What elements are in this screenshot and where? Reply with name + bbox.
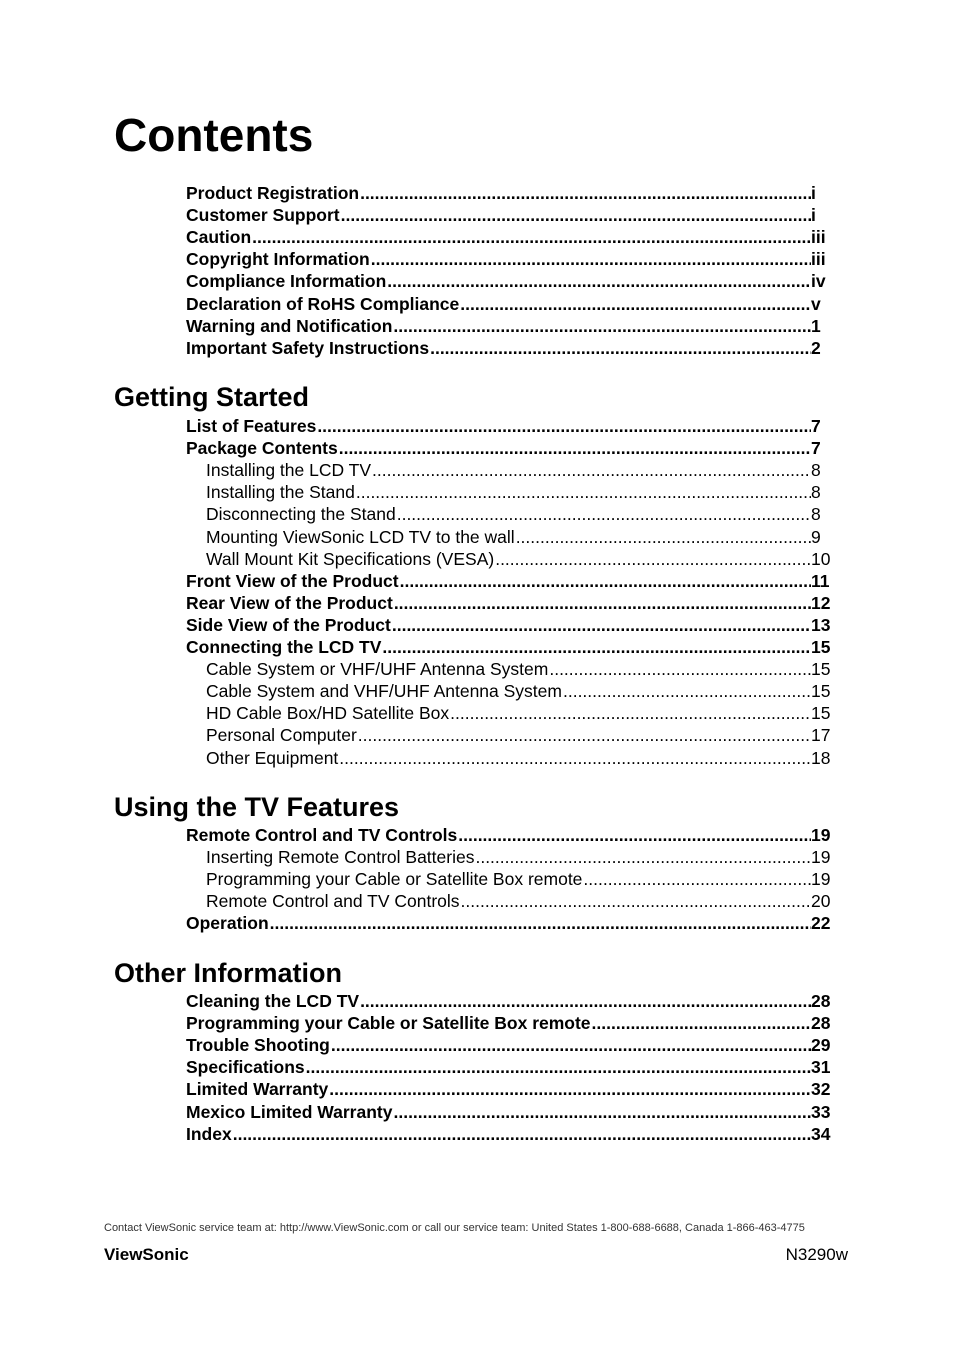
toc-entry-page: 17 [811,725,831,746]
toc-dot-leader [457,824,811,846]
toc-entry-page: 7 [811,416,821,436]
toc-dot-leader [393,592,811,614]
toc-entry-page: iv [811,271,826,292]
toc-entry-page: 8 [811,460,821,481]
toc-entry-label: Specifications [186,1057,305,1078]
toc-entry[interactable] [186,636,831,658]
toc-entry-page: v [811,293,821,314]
toc-entry-label: Trouble Shooting [186,1035,330,1056]
toc-entry[interactable] [186,1078,831,1100]
section-title: Using the TV Features [114,792,400,822]
toc-dot-leader [370,248,811,270]
toc-entry-page: 31 [811,1057,831,1078]
toc-entry[interactable] [186,204,831,226]
toc-dot-leader [328,1078,811,1100]
toc-entry-page: 28 [811,991,831,1011]
toc-dot-leader [459,293,811,315]
toc-entry-label: Installing the Stand [206,482,355,503]
toc-entry-page: 29 [811,1035,831,1056]
toc-entry-page: 15 [811,703,831,724]
toc-dot-leader [429,337,811,359]
toc-entry[interactable] [186,1012,831,1034]
toc-entry-label: HD Cable Box/HD Satellite Box [206,703,450,724]
toc-entry-page: 12 [811,592,831,613]
toc-entry-label: Cable System and VHF/UHF Antenna System [206,681,562,702]
toc-entry-label: Programming your Cable or Satellite Box remote [186,1013,591,1034]
toc-entry-page: 34 [811,1123,831,1144]
toc-entry-page: 9 [811,526,821,547]
toc-entry-label: Copyright Information [186,249,370,270]
section-title: Other Information [114,958,342,988]
toc-entry[interactable] [186,1056,831,1078]
toc-entry-label: List of Features [186,416,317,436]
toc-entry-page: 19 [811,847,831,868]
toc-entry-label: Rear View of the Product [186,592,393,613]
toc-entry-page: i [811,205,816,226]
toc-entry-label: Connecting the LCD TV [186,637,382,657]
toc-entry-page: 8 [811,482,821,503]
toc-entry[interactable] [206,868,831,890]
toc-entry-label: Side View of the Product [186,614,391,635]
toc-entry-page: 18 [811,747,831,768]
toc-entry[interactable] [186,824,831,846]
toc-entry-page: 15 [811,659,831,680]
toc-dot-leader [355,481,811,503]
toc-entry-label: Personal Computer [206,725,357,746]
toc-entry[interactable] [206,548,831,570]
toc-dot-leader [392,1101,811,1123]
toc-dot-leader [316,415,811,437]
toc-entry[interactable] [206,890,831,912]
toc-dot-leader [381,636,811,658]
toc-dot-leader [232,1123,811,1145]
toc-entry-label: Cable System or VHF/UHF Antenna System [206,659,549,680]
toc-dot-leader [305,1056,811,1078]
toc-dot-leader [399,570,811,592]
toc-entry[interactable] [186,315,831,337]
footer-model: N3290w [785,1245,848,1264]
toc-entry-page: 8 [811,504,821,525]
toc-dot-leader [338,437,811,459]
toc-entry-label: Front View of the Product [186,570,399,591]
toc-dot-leader [338,747,811,769]
footer-brand: ViewSonic [104,1245,189,1264]
page-title: Contents [114,109,314,161]
toc-entry-page: 28 [811,1013,831,1034]
toc-entry-page: 1 [811,315,821,336]
toc-entry-label: Mexico Limited Warranty [186,1101,393,1122]
toc-entry[interactable] [206,680,831,702]
toc-entry[interactable] [186,1101,831,1123]
toc-entry[interactable] [186,990,831,1012]
toc-entry[interactable] [186,226,831,248]
toc-entry[interactable] [186,1034,831,1056]
toc-entry-label: Remote Control and TV Controls [186,825,458,845]
toc-dot-leader [359,182,811,204]
toc-entry[interactable] [186,293,831,315]
toc-entry-page: 2 [811,337,821,358]
toc-entry-label: Warning and Notification [186,315,393,336]
toc-entry-page: 19 [811,825,831,845]
toc-entry-label: Inserting Remote Control Batteries [206,847,475,868]
toc-entry-label: Wall Mount Kit Specifications (VESA) [206,548,495,569]
toc-entry-label: Other Equipment [206,747,339,768]
toc-entry-label: Customer Support [186,205,340,226]
toc-entry[interactable] [206,526,831,548]
toc-entry[interactable] [186,592,831,614]
section-title: Getting Started [114,382,310,412]
toc-entry-label: Operation [186,913,269,934]
toc-entry[interactable] [186,182,831,204]
toc-dot-leader [460,890,811,912]
toc-dot-leader [251,226,811,248]
toc-dot-leader [474,846,811,868]
toc-entry[interactable] [206,658,831,680]
toc-entry-page: 11 [811,570,830,591]
toc-entry-label: Declaration of RoHS Compliance [186,293,460,314]
toc-entry-page: 20 [811,891,831,912]
toc-entry-label: Product Registration [186,183,360,203]
toc-dot-leader [449,702,811,724]
toc-dot-leader [515,526,811,548]
toc-entry-label: Cleaning the LCD TV [186,991,360,1011]
toc-entry-page: iii [811,249,826,270]
toc-entry[interactable] [206,459,831,481]
toc-dot-leader [386,270,811,292]
toc-dot-leader [359,990,811,1012]
toc-entry-label: Installing the LCD TV [206,460,372,481]
toc-dot-leader [357,724,811,746]
toc-dot-leader [340,204,811,226]
toc-entry[interactable] [206,702,831,724]
toc-entry[interactable] [186,437,831,459]
toc-entry[interactable] [206,846,831,868]
toc-entry-page: 33 [811,1101,831,1122]
toc-entry-page: iii [811,227,826,248]
toc-entry[interactable] [186,912,831,934]
toc-entry-label: Remote Control and TV Controls [206,891,460,912]
toc-dot-leader [330,1034,811,1056]
toc-entry-page: 19 [811,869,831,890]
footer-contact-text: Contact ViewSonic service team at: http://www.ViewSonic.com or call our service team: United States 1-800-688-6688, Canada 1-866-463-4775 [104,1222,805,1234]
toc-entry-label: Compliance Information [186,271,387,292]
toc-dot-leader [392,315,811,337]
toc-dot-leader [391,614,811,636]
toc-entry-label: Disconnecting the Stand [206,504,396,525]
toc-entry-label: Caution [186,227,252,248]
toc-dot-leader [591,1012,811,1034]
toc-entry[interactable] [206,747,831,769]
toc-entry[interactable] [186,570,831,592]
toc-entry-page: 32 [811,1079,831,1100]
toc-entry-page: i [811,183,816,203]
toc-entry-page: 22 [811,913,831,934]
toc-entry-label: Package Contents [186,438,338,459]
toc-dot-leader [582,868,811,890]
toc-dot-leader [269,912,811,934]
toc-entry-label: Important Safety Instructions [186,337,430,358]
toc-dot-leader [562,680,811,702]
toc-entry-label: Programming your Cable or Satellite Box remote [206,869,583,890]
toc-entry-page: 7 [811,438,821,459]
toc-dot-leader [371,459,811,481]
toc-entry[interactable] [186,337,831,359]
toc-dot-leader [494,548,811,570]
toc-entry[interactable] [186,1123,831,1145]
toc-dot-leader [548,658,811,680]
toc-entry-page: 10 [811,548,831,569]
toc-entry-page: 15 [811,637,831,657]
toc-dot-leader [396,503,811,525]
toc-entry[interactable] [206,481,831,503]
toc-entry-label: Limited Warranty [186,1079,329,1100]
toc-entry[interactable] [186,270,831,292]
toc-entry[interactable] [186,248,831,270]
toc-entry-page: 13 [811,614,831,635]
toc-entry[interactable] [186,415,831,437]
toc-entry-page: 15 [811,681,831,702]
toc-entry[interactable] [186,614,831,636]
toc-entry-label: Mounting ViewSonic LCD TV to the wall [206,526,515,547]
toc-entry[interactable] [206,724,831,746]
toc-entry[interactable] [206,503,831,525]
toc-entry-label: Index [186,1123,232,1144]
